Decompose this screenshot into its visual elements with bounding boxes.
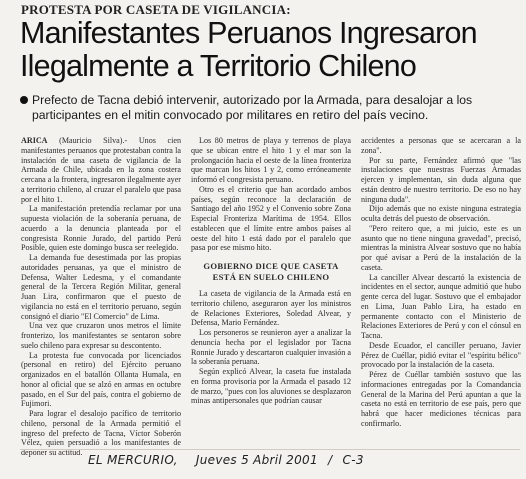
- paragraph: Según explicó Alvear, la caseta fue instalada en forma provisoria por la Armada el pasado 12 de marzo, "pues con los aluviones se desplazaron minas antipersonales que podrían causar: [191, 367, 351, 406]
- deck-line-2: participantes en el mitin convocado por militares en retiro del país vecino.: [32, 108, 429, 122]
- paragraph: ARICA (Mauricio Silva).- Unos cien manifestantes peruanos que protestaban contra la instalación de una caseta de vigilancia de la Armada de Chile, ubicada en la zona costera cercana a la frontera, ingresaron ilegalmente ayer a territorio chileno, al cruzar el paralelo que pasa por el hito 1.: [21, 136, 181, 204]
- subheading: GOBIERNO DICE QUE CASETA ESTÁ EN SUELO CHILENO: [203, 261, 339, 282]
- paragraph: Dijo además que no existe ninguna estrategia oculta detrás del puesto de observación.: [361, 204, 521, 223]
- paragraph: Por su parte, Fernández afirmó que "las instalaciones que nuestras Fuerzas Armadas ejercen y implementan, sin duda alguna que están dentro de nuestro territorio. De eso no hay ninguna duda".: [361, 155, 521, 204]
- paragraph: La caseta de vigilancia de la Armada está en territorio chileno, aseguraron ayer los ministros de Relaciones Exteriores, Soledad Alvear, y Defensa, Mario Fernández.: [191, 289, 351, 328]
- paragraph: Desde Ecuador, el canciller peruano, Javier Pérez de Cuéllar, pidió evitar el "espíritu bélico" provocado por la instalación de la caseta.: [361, 340, 521, 370]
- source-name: EL MERCURIO,: [88, 453, 178, 467]
- paragraph: Los personeros se reunieron ayer a analizar la denuncia hecha por el legislador por Tacna Ronnie Jurado y descartaron cualquier invasión a la soberanía peruana.: [191, 328, 351, 367]
- bullet-icon: [20, 96, 28, 104]
- column-3: [361, 136, 521, 441]
- deck: [20, 93, 522, 123]
- paragraph: Para lograr el desalojo pacífico de territorio chileno, personal de la Armada permitió el ingreso del prefecto de Tacna, Víctor Soberón Vélez, quien persuadió a los manifestantes de deponer su actitud.: [21, 409, 181, 457]
- paragraph: accidentes a personas que se acercaran a la zona".: [361, 136, 521, 155]
- column-2: [191, 136, 351, 441]
- dateline: ARICA: [21, 136, 48, 145]
- paragraph: Los 80 metros de playa y terrenos de playa que se ubican entre el hito 1 y el mar son la prolongación hacia el oeste de la línea fronteriza que marcan los hitos 1 y 2, como erróneamente informó el congresista peruano.: [191, 136, 351, 184]
- author: (Mauricio Silva).-: [59, 136, 128, 145]
- paragraph: Otro es el criterio que han acordado ambos países, según reconoce la declaración de Santiago del año 1952 y el Convenio sobre Zona Especial Fronteriza Marítima de 1954. Ellos establecen que el límite entre ambos países al oeste del hito 1 está dado por el paralelo que pasa por ese mismo hito.: [191, 184, 351, 253]
- paragraph: La manifestación pretendía reclamar por una supuesta violación de la soberanía peruana, de acuerdo a la denuncia planteada por el congresista Ronnie Jurado, del partido Perú Posible, quien este domingo busca ser reelegido.: [21, 204, 181, 253]
- source-date: Jueves 5 Abril 2001: [195, 453, 318, 467]
- article-body: [21, 136, 521, 457]
- paragraph: La protesta fue convocada por licenciados (personal en retiro) del Ejército peruano organizados en el batallón Ollanta Humala, en honor al oficial que se alzó en armas en octubre pasado, en el Sur del país, contra el gobierno de Fujimori.: [21, 350, 181, 409]
- kicker: PROTESTA POR CASETA DE VIGILANCIA:: [21, 2, 291, 17]
- paragraph: La demanda fue desestimada por las propias autoridades peruanas, ya que el ministro de Defensa, Walter Ledesma, y el comandante general de la Tercera Región Militar, general Juan Lira, confirmaron que el puesto de vigilancia no está en el territorio peruano, según consignó el diario "El Comercio" de Lima.: [21, 253, 181, 321]
- source-page: C-3: [342, 453, 364, 467]
- handwritten-source-note: EL MERCURIO, Jueves 5 Abril 2001 / C-3: [88, 453, 364, 467]
- headline: [20, 17, 520, 83]
- deck-line-1: Prefecto de Tacna debió intervenir, autorizado por la Armada, para desalojar a los: [32, 93, 473, 107]
- paragraph: Una vez que cruzaron unos metros el límite fronterizo, los manifestantes se sentaron sobre suelo chileno para expresar su descontento.: [21, 321, 181, 350]
- paragraph: La canciller Alvear descartó la existencia de incidentes en el sector, aunque admitió que hubo gente cerca del lugar. Sostuvo que el embajador en Lima, Juan Pablo Lira, ha estado en permanente contacto con el Ministerio de Relaciones Exteriores de Perú y con el cónsul en Tacna.: [361, 272, 521, 340]
- headline-line-2: Ilegalmente a Territorio Chileno: [20, 49, 416, 83]
- paragraph: "Pero reitero que, a mi juicio, este es un asunto que no tiene ninguna gravedad", precisó, mientras la ministra Alvear sostuvo que no había por qué avisar a Perú de la instalación de la caseta.: [361, 223, 521, 272]
- headline-line-1: Manifestantes Peruanos Ingresaron: [20, 16, 477, 50]
- divider: [20, 449, 520, 450]
- column-1: [21, 136, 181, 457]
- paragraph: Pérez de Cuéllar también sostuvo que las informaciones entregadas por la Comandancia General de la Marina del Perú apuntan a que la caseta no está en territorio de ese país, pero que habrá que hacer mediciones técnicas para confirmarlo.: [361, 370, 521, 428]
